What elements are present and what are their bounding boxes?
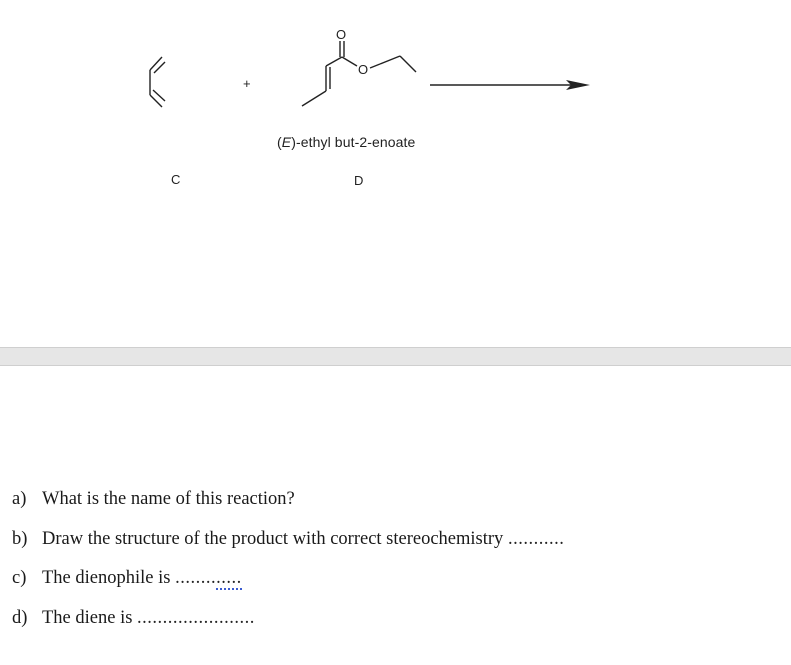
question-b (12, 527, 782, 567)
section-divider (0, 347, 791, 366)
compound-label-d: D (354, 173, 364, 188)
answer-blank[interactable]: ....................... (137, 607, 255, 628)
question-letter: c) (12, 568, 27, 588)
compound-name: (E)-ethyl but-2-enoate (277, 134, 416, 150)
question-letter: d) (12, 607, 28, 628)
question-letter: a) (12, 489, 27, 509)
question-a (12, 487, 782, 527)
ester-oxygen-atom: O (358, 62, 369, 77)
question-text: The diene is (42, 607, 133, 628)
answer-blank[interactable]: ........... (507, 528, 565, 549)
answer-blank[interactable] (175, 568, 242, 590)
diene-structure (150, 57, 165, 107)
carbonyl-oxygen-atom: O (336, 27, 347, 42)
question-letter: b) (12, 528, 28, 549)
question-c (12, 566, 782, 606)
compound-label-c: C (171, 172, 181, 187)
question-list (12, 487, 782, 645)
name-stereodescriptor: E (281, 134, 292, 150)
question-text: Draw the structure of the product with correct stereochemistry (42, 528, 504, 549)
question-text: What is the name of this reaction? (42, 489, 295, 509)
answer-blank-dots: ........ (175, 568, 217, 588)
plus-sign: + (243, 76, 251, 91)
answer-blank-link[interactable]: ..... (216, 568, 242, 588)
reaction-arrow (430, 80, 590, 90)
question-text: The dienophile is (42, 568, 171, 588)
question-d (12, 606, 782, 646)
